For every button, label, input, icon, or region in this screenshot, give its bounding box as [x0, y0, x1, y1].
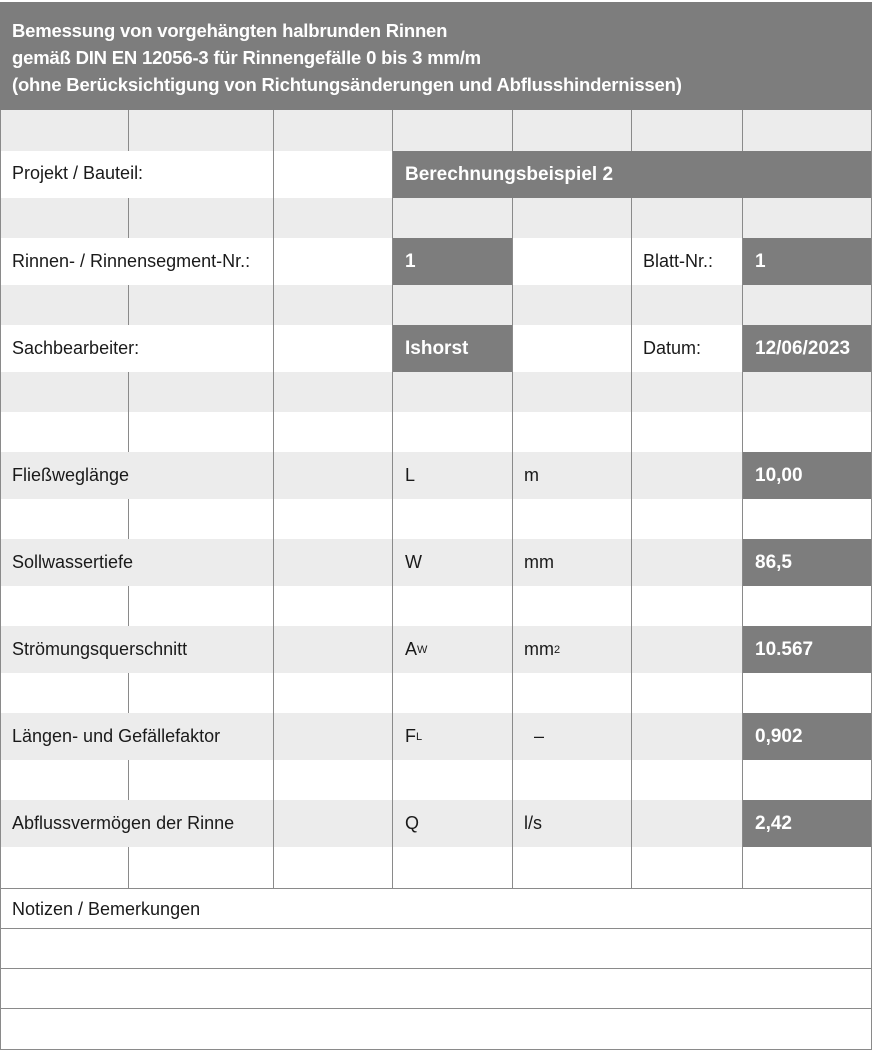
row-symbol: W — [405, 552, 422, 572]
date-label: Datum: — [643, 338, 702, 358]
sheet-value[interactable]: 1 — [743, 238, 872, 285]
row-symbol: F L — [405, 726, 423, 746]
row-unit: mm — [524, 552, 554, 572]
row-value[interactable]: 86,5 — [743, 539, 872, 586]
row-value[interactable]: 10.567 — [743, 626, 872, 673]
notes-label: Notizen / Bemerkungen — [12, 898, 201, 919]
row-label: Strömungsquerschnitt — [12, 639, 188, 659]
row-unit: l/s — [524, 813, 542, 833]
row-symbol: L — [405, 465, 416, 485]
date-value[interactable]: 12/06/2023 — [743, 325, 872, 372]
notes-line-1[interactable] — [0, 929, 872, 968]
header-title-line-1: Bemessung von vorgehängten halbrunden Rinnen — [12, 20, 448, 41]
project-value[interactable]: Berechnungsbeispiel 2 — [393, 151, 872, 198]
row-label: Längen- und Gefällefaktor — [12, 726, 221, 746]
engineer-value[interactable]: Ishorst — [393, 325, 512, 372]
notes-section — [0, 888, 872, 1050]
project-label: Projekt / Bauteil: — [12, 162, 144, 183]
notes-line-3[interactable] — [0, 1009, 872, 1049]
row-unit: mm 2 — [524, 639, 561, 659]
row-label: Sollwassertiefe — [12, 552, 134, 572]
notes-line-2[interactable] — [0, 969, 872, 1008]
header-title-line-2: gemäß DIN EN 12056-3 für Rinnengefälle 0 bis 3 mm/m — [12, 47, 481, 68]
row-unit: m — [524, 465, 539, 485]
header-title-line-3: (ohne Berücksichtigung von Richtungsänderungen und Abflusshindernissen) — [12, 74, 682, 95]
segment-label: Rinnen- / Rinnensegment-Nr.: — [12, 251, 251, 271]
row-value[interactable]: 2,42 — [743, 800, 872, 847]
row-label: Fließweglänge — [12, 465, 130, 485]
sheet-header — [0, 2, 872, 110]
row-symbol: A W — [405, 639, 428, 659]
row-label: Abflussvermögen der Rinne — [12, 813, 235, 833]
row-symbol: Q — [405, 813, 420, 833]
row-unit: – — [534, 726, 545, 746]
row-value[interactable]: 10,00 — [743, 452, 872, 499]
engineer-label: Sachbearbeiter: — [12, 338, 140, 358]
sheet-label: Blatt-Nr.: — [643, 251, 714, 271]
row-value[interactable]: 0,902 — [743, 713, 872, 760]
segment-value[interactable]: 1 — [393, 238, 512, 285]
